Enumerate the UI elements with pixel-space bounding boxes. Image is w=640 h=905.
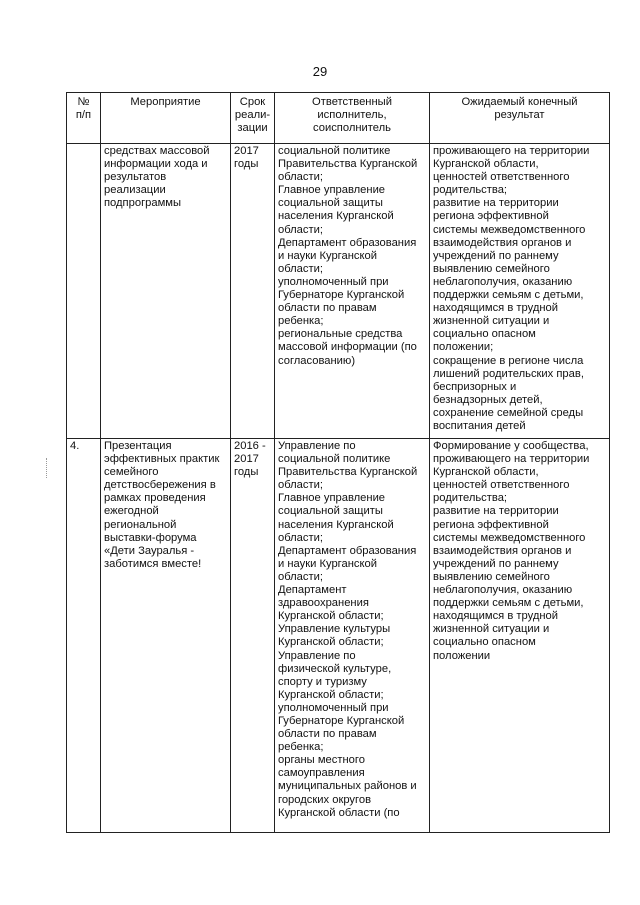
header-event — [101, 93, 231, 144]
result-text: проживающего на территории Курганской области, ценностей ответственного родительства; развитие на территории региона эффективной системы межведомственного взаимодействия органов и учреждений по раннему выявлению семейного неблагополучия, оказанию поддержки семьям с детьми, находящимся в трудной жизненной ситуации и социально опасном положении; сокращение в регионе числа лишений родительских прав, беспризорных и безнадзорных детей, сохранение семейной среды воспитания детей — [433, 145, 590, 432]
term-text: 2016 - 2017 годы — [234, 440, 266, 479]
header-term-label: Срок реали- зации — [234, 96, 271, 135]
header-result — [430, 93, 610, 144]
header-number-label: № п/п — [75, 96, 92, 122]
event-cell — [101, 439, 231, 833]
event-cell — [101, 144, 231, 439]
executor-cell — [275, 439, 430, 833]
header-term — [231, 93, 275, 144]
result-text: Формирование у сообщества, проживающего на территории Курганской области, ценностей ответственного родительства; развитие на территории региона эффективной системы межведомственного взаимодействия органов и учреждений по раннему выявлению семейного неблагополучия, оказанию поддержки семьям с детьми, находящимся в трудной жизненной ситуации и социально опасном положении — [433, 440, 590, 662]
header-event-label: Мероприятие — [130, 96, 201, 108]
row-number: 4. — [70, 440, 80, 452]
page-number: 29 — [312, 64, 328, 79]
executor-cell — [275, 144, 430, 439]
measures-table — [66, 92, 610, 833]
table-row — [67, 144, 610, 439]
executor-text: социальной политике Правительства Курганской области; Главное управление социальной защиты населения Курганской области; Департамент образования и науки Курганской области; уполномоченный при Губернаторе Курганской области по правам ребенка; региональные средства массовой информации (по согласованию) — [278, 145, 418, 367]
event-text: средствах массовой информации хода и результатов реализации подпрограммы — [104, 145, 210, 210]
header-result-label: Ожидаемый конечный результат — [461, 96, 578, 122]
term-cell — [231, 439, 275, 833]
result-cell — [430, 439, 610, 833]
row-number-cell — [67, 144, 101, 439]
header-executor-label: Ответственный исполнитель, соисполнитель — [312, 96, 392, 135]
term-cell — [231, 144, 275, 439]
table-header-row — [67, 93, 610, 144]
result-cell — [430, 144, 610, 439]
event-text: Презентация эффективных практик семейного детствосбережения в рамках проведения ежегодной региональной выставки-форума «Дети Зауралья - заботимся вместе! — [104, 440, 220, 570]
term-text: 2017 годы — [234, 145, 259, 171]
margin-mark — [46, 458, 48, 478]
executor-text: Управление по социальной политике Правительства Курганской области; Главное управление социальной защиты населения Курганской области; Департамент образования и науки Курганской области; Департамент здравоохранения Курганской области; Управление культуры Курганской области; Управление по физической культуре, спорту и туризму Курганской области; уполномоченный при Губернаторе Курганской области по правам ребенка; органы местного самоуправления муниципальных районов и городских округов Курганской области (по — [278, 440, 418, 819]
row-number-cell — [67, 439, 101, 833]
table-row — [67, 439, 610, 833]
header-executor — [275, 93, 430, 144]
header-number — [67, 93, 101, 144]
